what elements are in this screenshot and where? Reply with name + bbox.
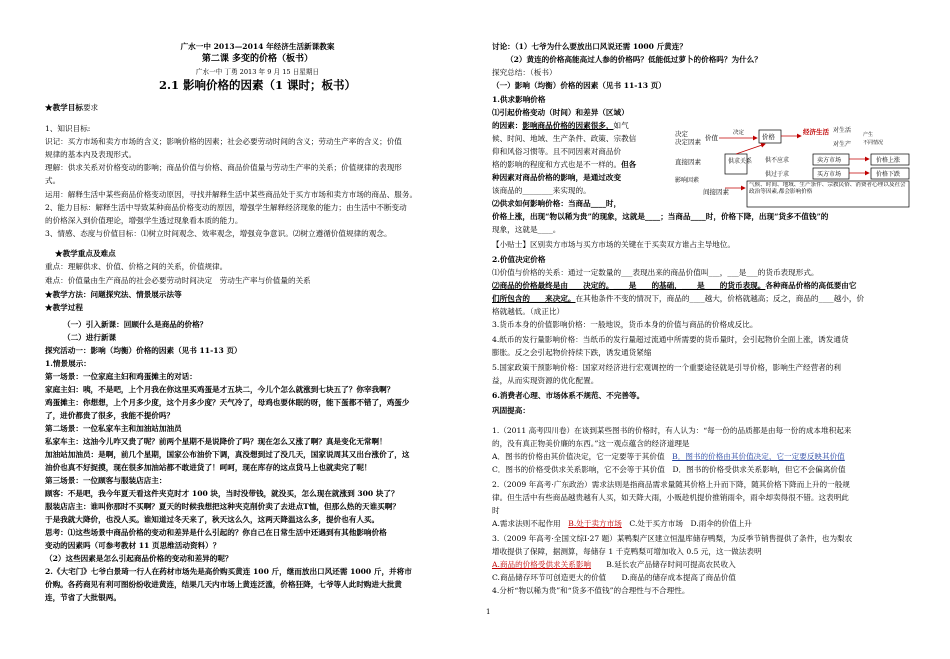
right-column bbox=[492, 0, 912, 659]
text-line: 私家车主：这油今儿咋又贵了呢？前两个星期不是说降价了吗？现在怎么又涨了啊？真是变化无常啊！ bbox=[45, 437, 387, 446]
section-heading: （一）影响（均衡）价格的因素（见书 11-13 页） bbox=[492, 81, 666, 90]
text-line: 6.消费者心理、市场体系不规范、不完善等。 bbox=[492, 391, 645, 400]
text-line: 候、时间、地域、生产条件、政策、宗教信 bbox=[492, 134, 637, 143]
text-line: ⑴价值与价格的关系：通过一定数量的___表现出来的商品价值叫___，___是___的货币表现形式。 bbox=[492, 268, 819, 277]
diagram-jueding: 决定 bbox=[733, 130, 745, 136]
lesson-title: 第二课 多变的价格（板书） bbox=[201, 54, 314, 64]
page-number: 1 bbox=[486, 608, 491, 616]
text-line: 了，进价都贵了很多，我能不提价吗？ bbox=[45, 411, 175, 420]
diagram-price: 价格 bbox=[762, 133, 775, 141]
text-line: 4.纸币的发行量影响价格：当纸币的发行量超过流通中所需要的货币量时，会引起物价全面上涨，诱发通货 bbox=[492, 335, 849, 344]
text-line: 1.供求影响价格 bbox=[492, 95, 546, 104]
diagram-p3: 对生产 bbox=[833, 141, 852, 148]
text-line: 运用：解释生活中某些商品价格变动原因，寻找并解释生活中某些商品处于买方市场和卖方市场的商品、服务。 bbox=[45, 190, 418, 199]
activity-heading: 探究活动一：影响（均衡）价格的因素（见书 11-13 页） bbox=[45, 346, 242, 355]
diagram-seller: 卖方市场 bbox=[817, 157, 842, 164]
option-row: A.需求法则不起作用 B.处于卖方市场 C.处于买方市场 D.雨伞的价值上升 bbox=[492, 519, 752, 528]
text-line: 巩固提高： bbox=[492, 406, 530, 415]
text-line: （2）黄连的价格高能高过人参的价格吗？低能低过萝卜的价格吗？为什么？ bbox=[506, 55, 762, 64]
diagram-influence: 影响因素 bbox=[675, 177, 700, 184]
text-line: 时 bbox=[492, 506, 500, 515]
diagram-value: 价值 bbox=[705, 134, 718, 142]
option-row: C.商品储存环节可创造更大的价值 D.商品的储存成本提高了商品价值 bbox=[492, 573, 736, 582]
diagram-p1: 对生活 bbox=[833, 127, 852, 134]
text-line: 重点：理解供求、价值、价格之间的关系，价值规律。 bbox=[45, 262, 228, 271]
text-line: 第二场景：一位私家车主和加油站加油员 bbox=[45, 424, 182, 433]
text-line: ⑵商品的价格最终是由____决定的。____是____的基础，____是____的货币表现。各种商品价格的高低要由它 bbox=[492, 281, 857, 290]
text-line: 价购。各药商见有利可图纷纷收进黄连，结果几天内市场上黄连泛滥，价格狂降，七爷等人此时购进大批黄 bbox=[45, 580, 402, 589]
text-line: 格就越低。（成正比） bbox=[492, 307, 565, 316]
diagram-p2: 产生 bbox=[863, 132, 874, 138]
text-line: 膨胀。反之会引起物价持续下跌，诱发通货紧缩 bbox=[492, 348, 652, 357]
text-line: 难点：价值量由生产商品的社会必要劳动时间决定 劳动生产率与价值量的关系 bbox=[45, 276, 311, 285]
text-line: （2）这些因素是怎么引起商品价格的变动和差异的呢？ bbox=[45, 554, 233, 563]
section-title: 2.1 影响价格的因素（1 课时；板书） bbox=[158, 78, 356, 92]
text-line: 价格上涨，出现“物以稀为贵”的现象，这就是____；当商品____时，价格下降，出现“货多不值钱”的 bbox=[492, 212, 829, 221]
goal-heading: ★教学目标要求 bbox=[45, 103, 99, 112]
text-line: 服装店店主：谁叫你那时不买啊？夏天的时候我想把这种夹克削价卖了去进点T恤，但那么热的天谁买啊？ bbox=[45, 502, 400, 511]
text-line: 4.分析“物以稀为贵”和“货多不值钱”的合理性与不合理性。 bbox=[492, 586, 690, 595]
text-line: 理解：供求关系对价格变动的影响；商品价值与价格、商品价值量与劳动生产率的关系；价值规律的表现形 bbox=[45, 163, 402, 172]
text-line: （二）进行新课 bbox=[63, 333, 117, 342]
doc-title: 广水一中 2013—2014 年经济生活新课教案 bbox=[180, 42, 335, 51]
diagram-p4: 不同情况 bbox=[863, 140, 884, 146]
diagram-supply: 供求关系 bbox=[728, 158, 753, 165]
text-line: 讨论：（1）七爷为什么要放出口风说还需 1000 斤黄连？ bbox=[492, 42, 687, 51]
text-line: 变动的因素吗（可参考教材 11 页思维活动资料）？ bbox=[45, 541, 221, 550]
process-heading: ★教学过程 bbox=[45, 303, 83, 312]
diagram-econ: 经济生活 bbox=[803, 128, 829, 136]
text-line: 1.（2011 高考四川卷）在谈到某些图书的价格时，有人认为：“每一份的品质都是由每一份的成本堆积起来 bbox=[492, 426, 852, 435]
diagram-arrow bbox=[736, 144, 765, 154]
text-line: 们所包含的____来决定。在其他条件不变的情况下，商品的____越大，价格就越高；反之，商品的____越小，价 bbox=[492, 294, 865, 303]
text-line: 式。 bbox=[45, 176, 61, 185]
diagram-over: 供过于求 bbox=[765, 171, 790, 178]
text-line: 种因素对商品价格的影响，是通过改变 bbox=[492, 173, 622, 182]
text-line: 第三场景：一位顾客与服装店店主： bbox=[45, 476, 167, 485]
text-line: 现象，这就是____。 bbox=[492, 225, 561, 234]
option-row: A．图书的价格由其价值决定，它一定要等于其价值 B．图书的价格由其价值决定，它一定要反映其价值 bbox=[492, 452, 845, 461]
text-line: 该商品的________来实现的。 bbox=[492, 186, 591, 195]
text-line: 顾客：不是吧，我今年夏天看这件夹克时才 100 块，当时没带钱，就没买，怎么现在就涨到 300 块了？ bbox=[45, 489, 399, 498]
left-column bbox=[45, 0, 470, 659]
byline: 广水一中 丁勇 2013 年 9 月 15 日星期日 bbox=[195, 68, 320, 76]
text-line: 连，节省了大批银两。 bbox=[45, 593, 121, 602]
text-line: 的，没有真正物美价廉的东西。”这一观点蕴含的经济道理是 bbox=[492, 439, 690, 448]
tip: 【小贴士】区别卖方市场与买方市场的关键在于买卖双方谁占主导地位。 bbox=[492, 240, 735, 249]
text-line: 加油站加油员：是啊，前几个星期，国家公布油价下调，真没想到过了没几天，国家说周其又出台涨价了，这 bbox=[45, 450, 410, 459]
diagram-rise: 价格上涨 bbox=[876, 157, 901, 164]
text-line: 第一场景：一位家庭主妇和鸡蛋摊主的对话： bbox=[45, 372, 197, 381]
text-line: 规律的基本内及表现形式。 bbox=[45, 150, 137, 159]
diagram-fall: 价格下跌 bbox=[876, 171, 901, 178]
text-line: 的价格深入到价值理论，增强学生透过现象看本质的能力。 bbox=[45, 216, 243, 225]
text-line: 探究总结：（板书） bbox=[492, 68, 557, 77]
text-line: 鸡蛋摊主：你想想，上个月多少度，这个月多少度？天气冷了，母鸡也要休眠的呀，能下蛋都不错了，鸡蛋少 bbox=[45, 398, 410, 407]
text-line: 3、情感、态度与价值目标：⑴树立时间观念、效率观念，增强竞争意识。⑵树立遵循价值规律的观念。 bbox=[45, 229, 392, 238]
diagram-short: 供不应求 bbox=[765, 157, 790, 164]
text-line: 家庭主妇：咦，不是吧，上个月我在你这里买鸡蛋是才五块二，今儿个怎么就涨到七块五了？你宰我啊？ bbox=[45, 385, 395, 394]
text-line: 1.情景展示： bbox=[45, 359, 91, 368]
text-line: 2.（2009 年高考·广东政治）需求法则是指商品需求量随其价格上升而下降，随其价格下降而上升的一般规 bbox=[492, 480, 850, 489]
diagram-decide-factor-label: 决定决定因素 bbox=[675, 130, 701, 146]
text-line: 于是我就大降价，也没人买。谁知道过冬天来了，秋天这么久，这两天降温这么多，提价也有人买。 bbox=[45, 515, 380, 524]
text-line: 益，从而实现资源的优化配置。 bbox=[492, 376, 599, 385]
diagram-direct: 直接因素 bbox=[675, 158, 701, 166]
text-line: ⑵供求如何影响价格：当商品____时， bbox=[492, 199, 622, 208]
method-line: ★教学方法：问题探究法、情景展示法等 bbox=[45, 290, 182, 299]
price-factors-diagram bbox=[673, 126, 912, 210]
text-line: 2.价值决定价格 bbox=[492, 255, 546, 264]
text-line: 2、能力目标：解释生活中导致某种商品价格变动的原因，增强学生解释经济现象的能力；由生活中不断变动 bbox=[45, 203, 407, 212]
text-line: 增收提供了保障，据测算，每储存 1 千克鸭梨可增加收入 0.5 元，这一做法表明 bbox=[492, 547, 762, 556]
diagram-indirect: 间接因素 bbox=[703, 188, 729, 196]
text-line: 2.《大宅门》七爷白景琦一行人在药材市场先是高价购买黄连 100 斤，继而放出口风还需 1000 斤，并将市 bbox=[45, 567, 412, 576]
diagram-buyer: 买方市场 bbox=[817, 171, 842, 178]
text-line: 识记：买方市场和卖方市场的含义；影响价格的因素；社会必要劳动时间的含义；劳动生产率的含义；价值 bbox=[45, 137, 402, 146]
text-line: 格的影响的程度和方式也是不一样的。但各 bbox=[492, 160, 637, 169]
text-line: 律。但生活中有些商品越贵越有人买，如天降大雨，小贩趁机提价推销雨伞，雨伞却卖得很不错。这表明此 bbox=[492, 493, 849, 502]
focus-heading: ★教学重点及难点 bbox=[55, 249, 116, 258]
option-row: C．图书的价格受供求关系影响，它不会等于其价值 D．图书的价格受供求关系影响，但它不会偏离价值 bbox=[492, 465, 846, 474]
text-line: 3.（2009 年高考·全国文综Ⅰ·27 题）某鸭梨产区建立恒温库储存鸭梨，为反季节销售提供了条件，也为梨农 bbox=[492, 534, 853, 543]
option-row: A.商品的价格受供求关系影响 B.延长农产品储存时间可提高农民收入 bbox=[492, 560, 736, 569]
text-line: 5.国家政策干预影响价格：国家对经济进行宏观调控的一个重要途径就是引导价格，影响生产经营者的利 bbox=[492, 363, 841, 372]
text-line: 仰和风俗习惯等。且不同因素对商品价 bbox=[492, 147, 622, 156]
text-line: （一）引入新课：回顾什么是商品的价格？ bbox=[63, 320, 208, 329]
text-line: 的因素：影响商品价格的因素很多，如气 bbox=[492, 121, 629, 130]
text-line: 思考：⑴这些场景中商品价格的变动和差异是什么引起的？你自己在日常生活中还遇到有其他影响价格 bbox=[45, 528, 387, 537]
text-line: 油价也真不好捉摸，现在很多加油站都不敢进货了！呵呵，现在库存的这点货马上也就卖完了呢！ bbox=[45, 463, 372, 472]
diagram-other: 气候、时间、地域、生产条件、宗教民俗、消费者心理以及社会政治等因素,都会影响价格 bbox=[749, 182, 906, 195]
text-line: 1、知识目标: bbox=[45, 124, 91, 133]
text-line: ⑴引起价格变动（时间）和差异（区域） bbox=[492, 108, 629, 117]
text-line: 3.货币本身的价值影响价格：一般地说，货币本身的价值与商品的价格成反比。 bbox=[492, 320, 758, 329]
